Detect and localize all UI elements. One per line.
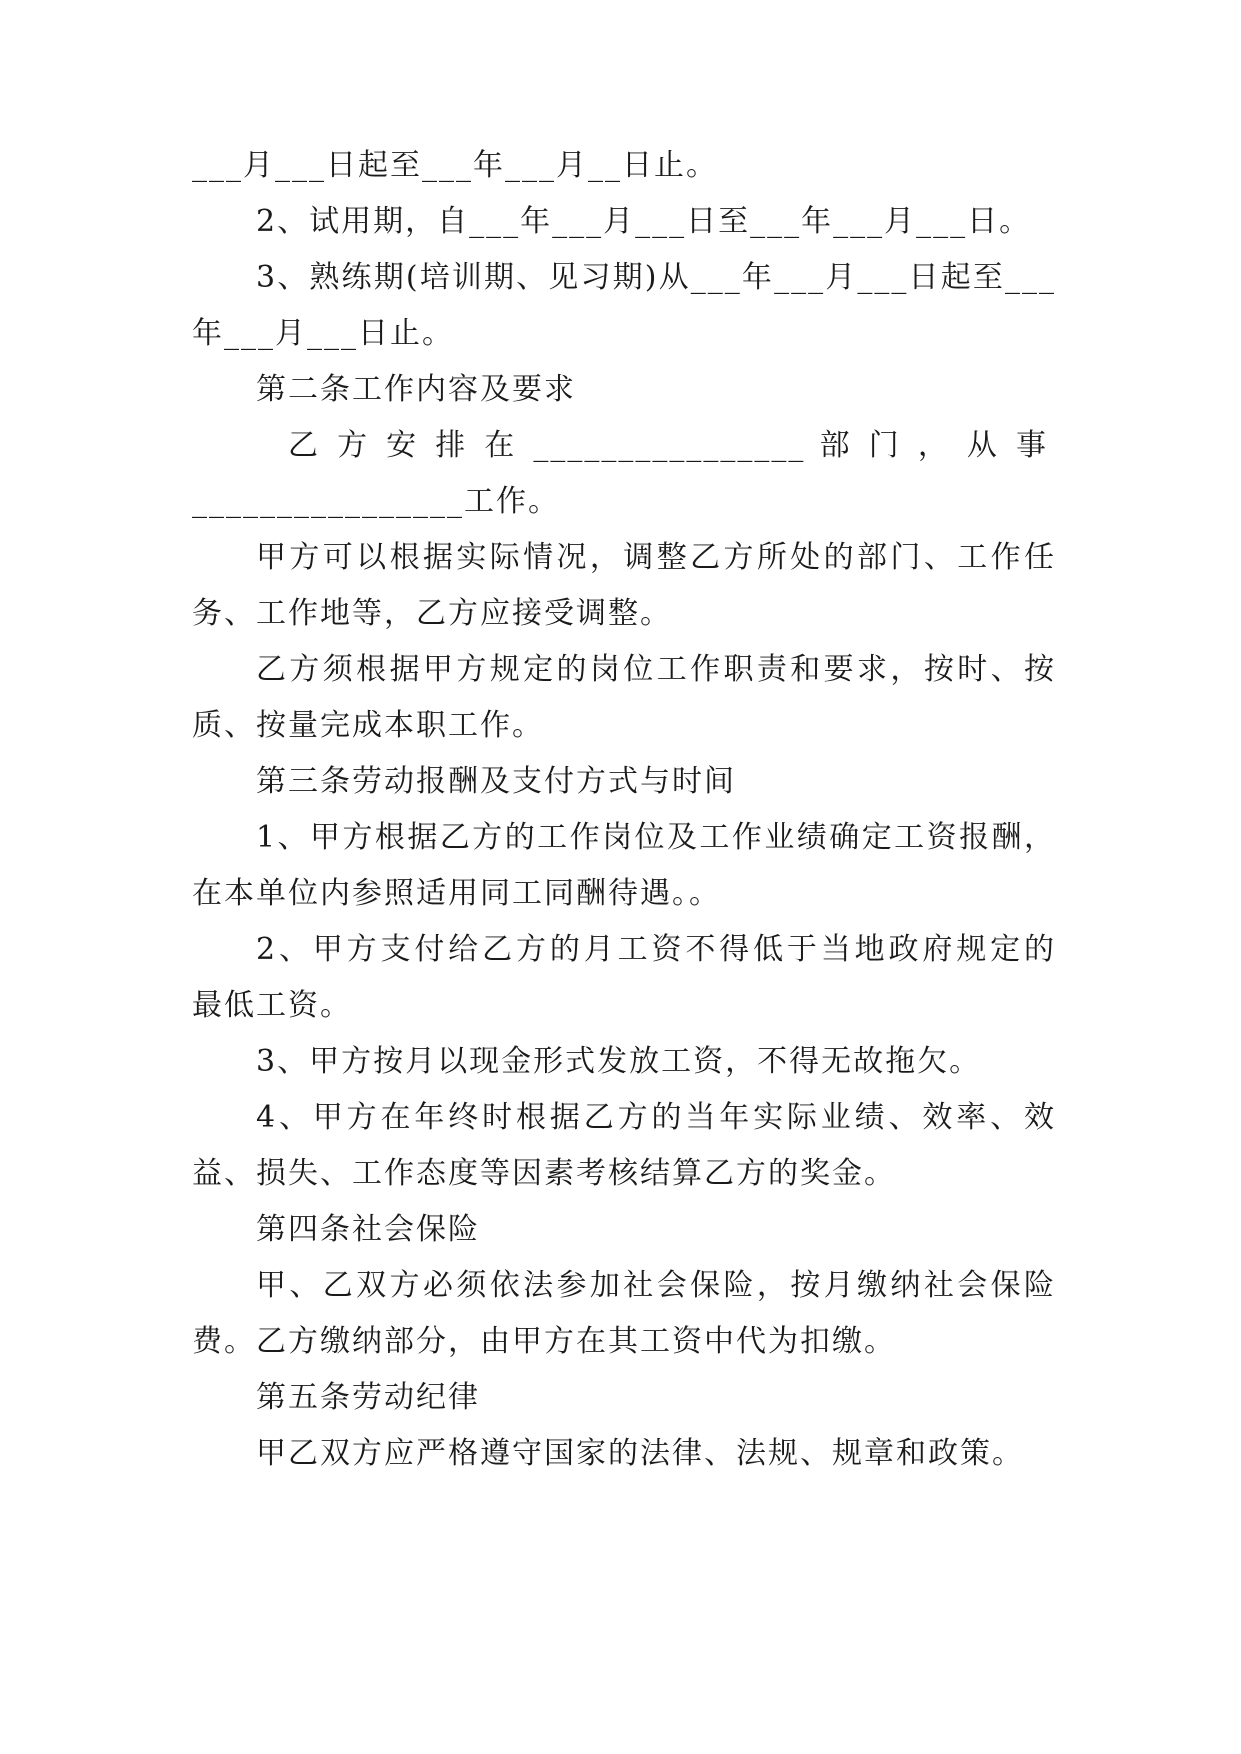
text-line: 2、甲方支付给乙方的月工资不得低于当地政府规定的 bbox=[256, 932, 1056, 967]
text-line: 甲、乙双方必须依法参加社会保险，按月缴纳社会保险 bbox=[256, 1268, 1056, 1303]
text-line: 质、按量完成本职工作。 bbox=[192, 708, 544, 743]
text-line: 乙 方 安 排 在 ________________ 部 门 ， 从 事 bbox=[288, 428, 1048, 463]
text-line: 益、损失、工作态度等因素考核结算乙方的奖金。 bbox=[192, 1156, 896, 1191]
text-line: 费。乙方缴纳部分，由甲方在其工资中代为扣缴。 bbox=[192, 1324, 896, 1359]
section-heading: 第二条工作内容及要求 bbox=[256, 372, 576, 407]
text-line: ________________工作。 bbox=[192, 484, 560, 519]
text-line: 4、甲方在年终时根据乙方的当年实际业绩、效率、效 bbox=[256, 1100, 1056, 1135]
section-heading: 第四条社会保险 bbox=[256, 1212, 480, 1247]
text-line: 1、甲方根据乙方的工作岗位及工作业绩确定工资报酬， bbox=[256, 820, 1056, 855]
text-line: 乙方须根据甲方规定的岗位工作职责和要求，按时、按 bbox=[256, 652, 1056, 687]
text-line: 最低工资。 bbox=[192, 988, 352, 1023]
text-line: 在本单位内参照适用同工同酬待遇。。 bbox=[192, 876, 721, 911]
section-heading: 第三条劳动报酬及支付方式与时间 bbox=[256, 764, 736, 799]
text-line: 年___月___日止。 bbox=[192, 316, 454, 351]
text-line: ___月___日起至___年___月__日止。 bbox=[192, 148, 718, 183]
text-line: 3、熟练期(培训期、见习期)从___年___月___日起至___ bbox=[256, 260, 1056, 295]
text-line: 务、工作地等，乙方应接受调整。 bbox=[192, 596, 672, 631]
text-line: 2、试用期，自___年___月___日至___年___月___日。 bbox=[256, 204, 1032, 239]
text-line: 甲乙双方应严格遵守国家的法律、法规、规章和政策。 bbox=[256, 1436, 1024, 1471]
text-line: 甲方可以根据实际情况，调整乙方所处的部门、工作任 bbox=[256, 540, 1056, 575]
section-heading: 第五条劳动纪律 bbox=[256, 1380, 480, 1415]
text-line: 3、甲方按月以现金形式发放工资，不得无故拖欠。 bbox=[256, 1044, 982, 1079]
